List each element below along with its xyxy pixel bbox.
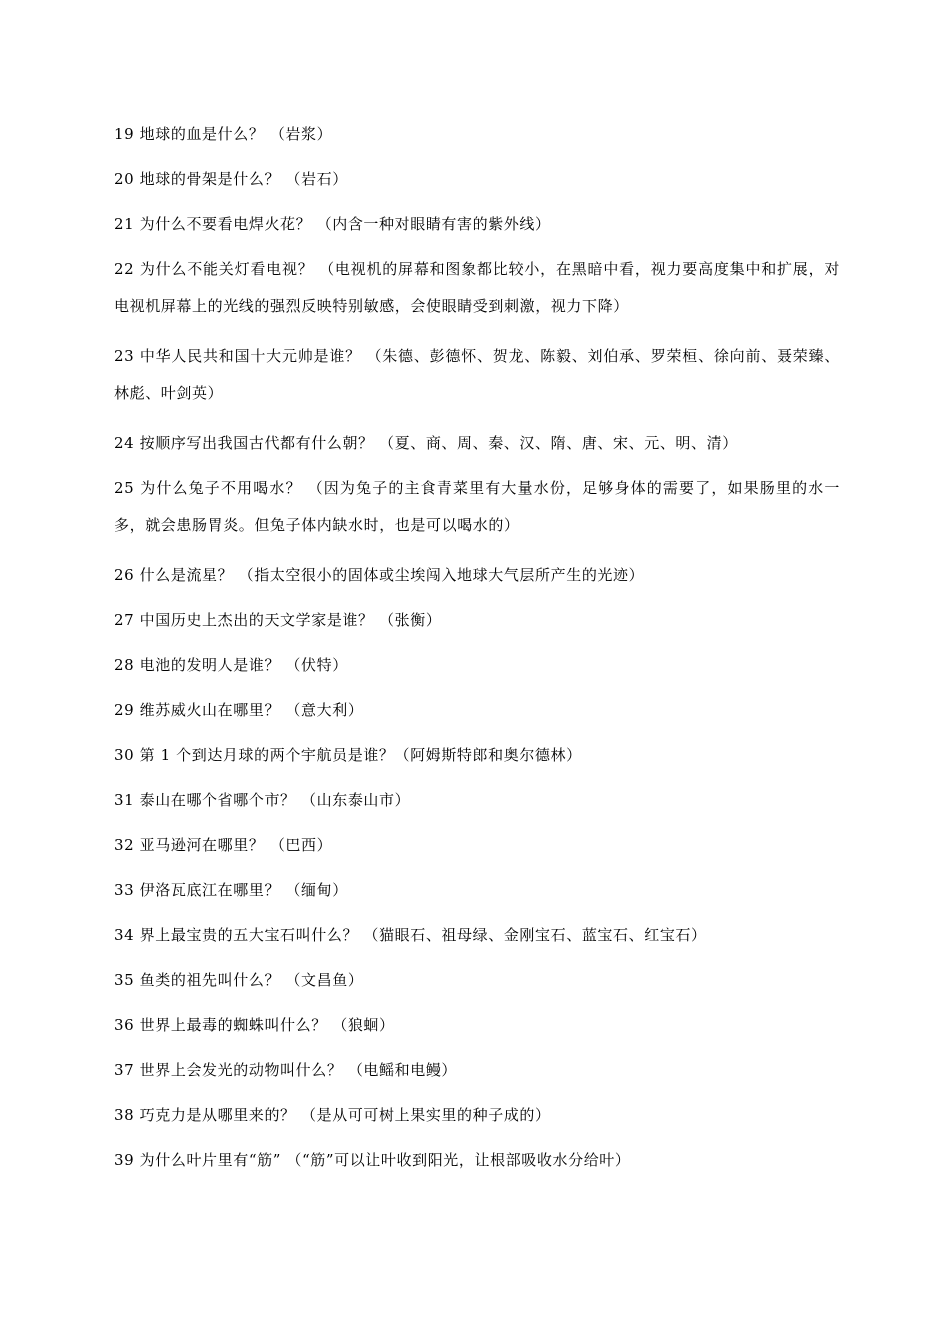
qa-item-28: 28 电池的发明人是谁？ （伏特） — [114, 656, 348, 674]
qa-item-26: 26 什么是流星？ （指太空很小的固体或尘埃闯入地球大气层所产生的光迹） — [114, 566, 645, 584]
qa-item-32: 32 亚马逊河在哪里？ （巴西） — [114, 836, 333, 854]
qa-item-23: 23 中华人民共和国十大元帅是谁？ （朱德、彭德怀、贺龙、陈毅、刘伯承、罗荣桓、徐向前、聂荣臻、林彪、叶剑英） — [114, 347, 840, 402]
qa-item-27: 27 中国历史上杰出的天文学家是谁？ （张衡） — [114, 611, 442, 629]
qa-item-34: 34 界上最宝贵的五大宝石叫什么？ （猫眼石、祖母绿、金刚宝石、蓝宝石、红宝石） — [114, 926, 707, 944]
qa-item-33: 33 伊洛瓦底江在哪里？ （缅甸） — [114, 881, 348, 899]
qa-item-22: 22 为什么不能关灯看电视？ （电视机的屏幕和图象都比较小，在黑暗中看，视力要高度集中和扩展，对电视机屏幕上的光线的强烈反映特别敏感，会使眼睛受到刺激，视力下降） — [114, 260, 840, 315]
qa-item-21: 21 为什么不要看电焊火花？ （内含一种对眼睛有害的紫外线） — [114, 215, 551, 233]
qa-item-31: 31 泰山在哪个省哪个市？ （山东泰山市） — [114, 791, 411, 809]
qa-item-35: 35 鱼类的祖先叫什么？ （文昌鱼） — [114, 971, 364, 989]
qa-item-25: 25 为什么兔子不用喝水？ （因为兔子的主食青菜里有大量水份，足够身体的需要了，如果肠里的水一多，就会患肠胃炎。但兔子体内缺水时，也是可以喝水的） — [114, 479, 840, 534]
qa-item-24: 24 按顺序写出我国古代都有什么朝？ （夏、商、周、秦、汉、隋、唐、宋、元、明、清） — [114, 434, 738, 452]
qa-item-39: 39 为什么叶片里有“筋” （“筋”可以让叶收到阳光，让根部吸收水分给叶） — [114, 1151, 631, 1169]
qa-item-30: 30 第 1 个到达月球的两个宇航员是谁？（阿姆斯特郎和奥尔德林） — [114, 746, 582, 764]
qa-item-36: 36 世界上最毒的蜘蛛叫什么？ （狼蛔） — [114, 1016, 395, 1034]
qa-item-29: 29 维苏威火山在哪里？ （意大利） — [114, 701, 364, 719]
qa-item-20: 20 地球的骨架是什么？ （岩石） — [114, 170, 348, 188]
qa-item-38: 38 巧克力是从哪里来的？ （是从可可树上果实里的种子成的） — [114, 1106, 551, 1124]
qa-item-37: 37 世界上会发光的动物叫什么？ （电鳐和电鳗） — [114, 1061, 458, 1079]
qa-item-19: 19 地球的血是什么？ （岩浆） — [114, 125, 333, 143]
qa-list — [114, 120, 840, 1191]
